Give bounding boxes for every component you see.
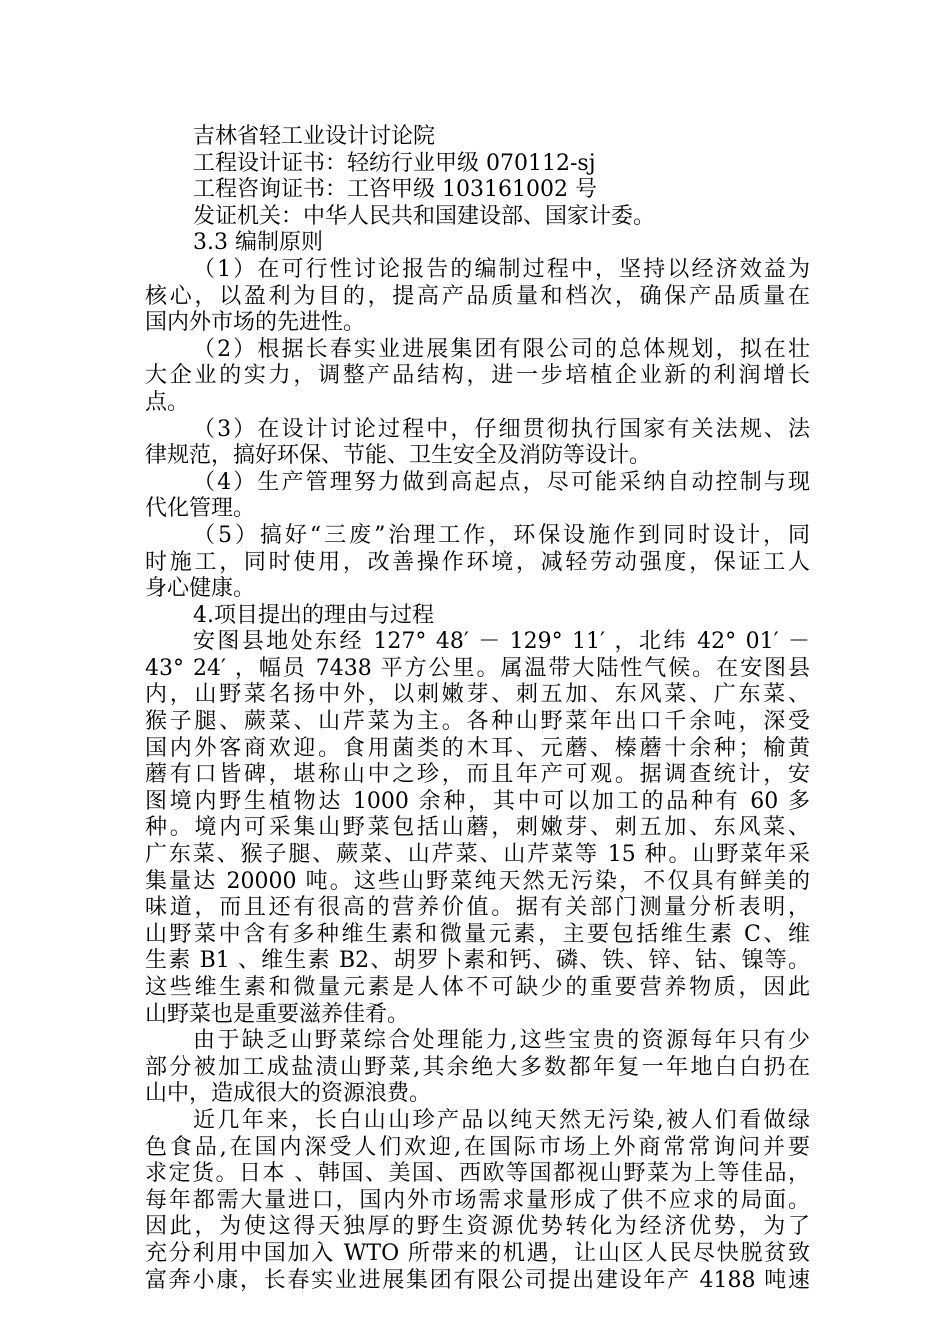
section-heading: 4.项目提出的理由与过程 [193, 602, 434, 628]
text-line: 色食品,在国内深受人们欢迎,在国际市场上外商常常询问并要 [145, 1134, 810, 1160]
text-line: 发证机关：中华人民共和国建设部、国家计委。 [193, 203, 656, 229]
text-line: 国内外客商欢迎。食用菌类的木耳、元蘑、榛蘑十余种；榆黄 [145, 735, 810, 761]
text-line: 山中，造成很大的资源浪费。 [145, 1081, 432, 1107]
text-line: 工程咨询证书：工咨甲级 103161002 号 [193, 177, 597, 203]
text-line: （5）搞好“三废”治理工作，环保设施作到同时设计，同 [193, 522, 810, 548]
text-line: 每年都需大量进口，国内外市场需求量形成了供不应求的局面。 [145, 1187, 810, 1213]
text-line: 山野菜中含有多种维生素和微量元素，主要包括维生素 C、维 [145, 921, 810, 947]
text-line: 味道，而且还有很高的营养价值。据有关部门测量分析表明， [145, 895, 810, 921]
text-line: 种。境内可采集山野菜包括山蘑，刺嫩芽、刺五加、东风菜、 [145, 815, 810, 841]
document-page [145, 124, 810, 1294]
text-line: 近几年来，长白山山珍产品以纯天然无污染,被人们看做绿 [193, 1107, 810, 1133]
text-line: 这些维生素和微量元素是人体不可缺少的重要营养物质，因此 [145, 975, 810, 1000]
text-line: 安图县地处东经 127° 48′ － 129° 11′ ，北纬 42° 01′ － [193, 629, 810, 655]
text-line: 求定货。日本 、韩国、美国、西欧等国都视山野菜为上等佳品， [145, 1161, 810, 1187]
text-line: 工程设计证书：轻纺行业甲级 070112-sj [193, 150, 596, 176]
text-line: 广东菜、猴子腿、蕨菜、山芹菜、山芹菜等 15 种。山野菜年采 [145, 842, 810, 868]
text-line: （1）在可行性讨论报告的编制过程中，坚持以经济效益为 [193, 256, 810, 282]
text-line: 富奔小康，长春实业进展集团有限公司提出建设年产 4188 吨速 [145, 1267, 810, 1293]
text-line: 由于缺乏山野菜综合处理能力,这些宝贵的资源每年只有少 [193, 1028, 810, 1054]
text-line: （2）根据长春实业进展集团有限公司的总体规划，拟在壮 [193, 336, 810, 362]
text-line: 时施工，同时使用，改善操作环境，减轻劳动强度，保证工人 [145, 549, 810, 575]
text-line: 充分利用中国加入 WTO 所带来的机遇，让山区人民尽快脱贫致 [145, 1240, 810, 1266]
text-line: 内，山野菜名扬中外，以刺嫩芽、刺五加、东风菜、广东菜、 [145, 682, 810, 708]
text-line: （4）生产管理努力做到高起点，尽可能采纳自动控制与现 [193, 469, 810, 495]
text-line: 43° 24′ ，幅员 7438 平方公里。属温带大陆性气候。在安图县 [145, 655, 810, 681]
text-line: （3）在设计讨论过程中，仔细贯彻执行国家有关法规、法 [193, 416, 810, 442]
text-line: 蘑有口皆碑，堪称山中之珍，而且年产可观。据调查统计，安 [145, 762, 810, 788]
text-line: 吉林省轻工业设计讨论院 [193, 124, 436, 149]
text-line: 律规范，搞好环保、节能、卫生安全及消防等设计。 [145, 443, 652, 469]
section-heading: 3.3 编制原则 [193, 230, 323, 256]
text-line: 生素 B1 、维生素 B2、胡罗卜素和钙、磷、铁、锌、钴、镍等。 [145, 948, 810, 974]
text-line: 因此，为使这得天独厚的野生资源优势转化为经济优势，为了 [145, 1214, 810, 1240]
text-line: 图境内野生植物达 1000 余种，其中可以加工的品种有 60 多 [145, 788, 810, 814]
text-line: 代化管理。 [145, 496, 256, 522]
text-line: 猴子腿、蕨菜、山芹菜为主。各种山野菜年出口千余吨，深受 [145, 709, 810, 735]
text-line: 国内外市场的先进性。 [145, 310, 366, 336]
text-line: 身心健康。 [145, 576, 256, 602]
text-line: 集量达 20000 吨。这些山野菜纯天然无污染，不仅具有鲜美的 [145, 868, 810, 894]
text-line: 点。 [145, 389, 190, 415]
text-line: 大企业的实力，调整产品结构，进一步培植企业新的利润增长 [145, 363, 810, 389]
text-line: 山野菜也是重要滋养佳肴。 [145, 1001, 410, 1027]
text-line: 部分被加工成盐渍山野菜,其余绝大多数都年复一年地白白扔在 [145, 1054, 810, 1080]
text-line: 核心，以盈利为目的，提高产品质量和档次，确保产品质量在 [145, 283, 810, 309]
